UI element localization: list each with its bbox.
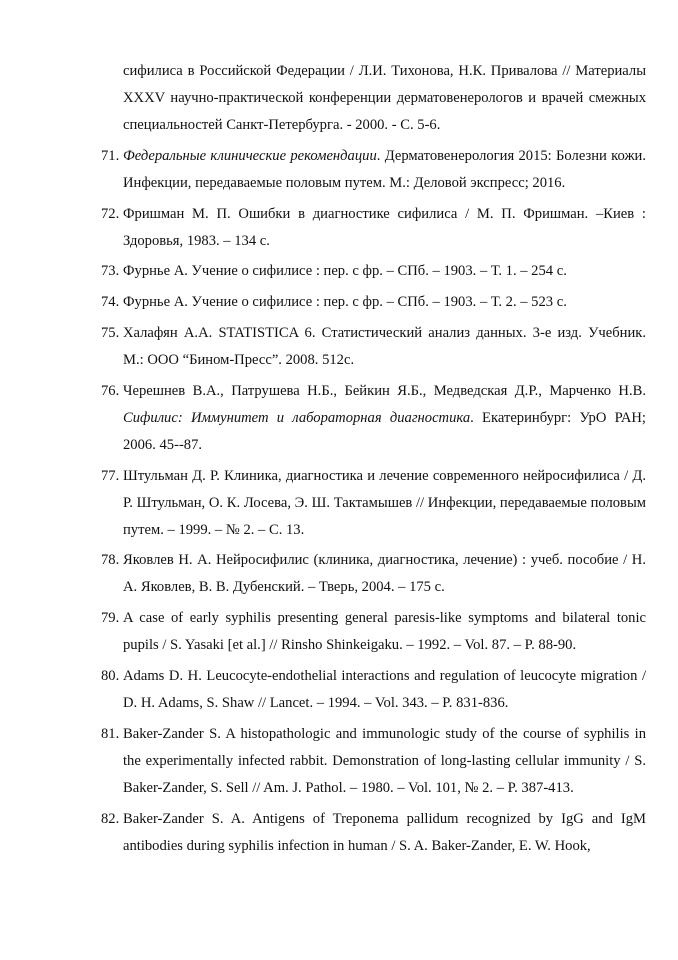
reference-number: 72.	[101, 205, 120, 222]
reference-item	[101, 806, 646, 860]
reference-text: A case of early syphilis presenting general paresis-like symptoms and bilateral tonic pupils / S. Yasaki [et al.] // Rinsho Shinkeigaku. – 1992. – Vol. 87. – P. 88-90.	[123, 610, 646, 654]
reference-text: Baker-Zander S. A. Antigens of Treponema pallidum recognized by IgG and IgM antibodies during syphilis infection in human / S. A. Baker-Zander, E. W. Hook,	[123, 810, 646, 854]
reference-item	[101, 663, 646, 717]
reference-title-italic: Сифилис: Иммунитет и лабораторная диагностика	[123, 409, 471, 426]
reference-text: Яковлев Н. А. Нейросифилис (клиника, диагностика, лечение) : учеб. пособие / Н. А. Яковлев, В. В. Дубенский. – Тверь, 2004. – 175 с.	[123, 552, 646, 596]
reference-number: 75.	[101, 324, 120, 341]
reference-text: Фурнье А. Учение о сифилисе : пер. с фр. – СПб. – 1903. – Т. 1. – 254 с.	[123, 263, 567, 280]
reference-item	[101, 547, 646, 601]
reference-number: 71.	[101, 147, 120, 164]
reference-number: 74.	[101, 294, 120, 311]
reference-item	[101, 378, 646, 459]
reference-item	[101, 605, 646, 659]
reference-text: . Екатеринбург: УрО РАН; 2006. 45--87.	[123, 409, 646, 453]
reference-number: 78.	[101, 552, 120, 569]
reference-item	[101, 721, 646, 802]
reference-text: сифилиса в Российской Федерации / Л.И. Тихонова, Н.К. Привалова // Материалы XXXV научно-практической конференции дерматовенерологов и врачей смежных специальностей Санкт-Петербурга. - 2000. - С. 5-6.	[123, 63, 646, 133]
reference-number: 81.	[101, 725, 120, 742]
reference-number: 79.	[101, 610, 120, 627]
reference-number: 77.	[101, 467, 120, 484]
reference-text: Baker-Zander S. A histopathologic and immunologic study of the course of syphilis in the experimentally infected rabbit. Demonstration of long-lasting cellular immunity / S. Baker-Zander, S. Sell // Am. J. Pathol. – 1980. – Vol. 101, № 2. – P. 387-413.	[123, 725, 646, 796]
reference-number: 80.	[101, 667, 120, 684]
reference-item	[101, 201, 646, 255]
reference-item	[101, 320, 646, 374]
reference-text: Adams D. H. Leucocyte-endothelial interactions and regulation of leucocyte migration / D. H. Adams, S. Shaw // Lancet. – 1994. – Vol. 343. – P. 831-836.	[123, 667, 646, 711]
reference-text: Черешнев В.А., Патрушева Н.Б., Бейкин Я.Б., Медведская Д.Р., Марченко Н.В.	[123, 382, 646, 399]
reference-number: 82.	[101, 810, 120, 827]
reference-text: Фурнье А. Учение о сифилисе : пер. с фр. – СПб. – 1903. – Т. 2. – 523 с.	[123, 294, 567, 311]
reference-continuation	[101, 58, 646, 139]
reference-item	[101, 463, 646, 544]
reference-item	[101, 143, 646, 197]
reference-text: Штульман Д. Р. Клиника, диагностика и лечение современного нейросифилиса / Д. Р. Штульман, О. К. Лосева, Э. Ш. Тактамышев // Инфекции, передаваемые половым путем. – 1999. – № 2. – С. 13.	[123, 467, 646, 538]
reference-item	[101, 289, 646, 316]
reference-text: . Дерматовенерология 2015: Болезни кожи. Инфекции, передаваемые половым путем. М.: Деловой экспресс; 2016.	[123, 147, 646, 191]
reference-number: 73.	[101, 263, 120, 280]
reference-number: 76.	[101, 382, 120, 399]
reference-text: Фришман М. П. Ошибки в диагностике сифилиса / М. П. Фришман. –Киев : Здоровья, 1983. – 134 с.	[123, 205, 646, 249]
reference-item	[101, 258, 646, 285]
reference-text: Халафян А.А. STATISTICA 6. Статистический анализ данных. 3-е изд. Учебник. М.: ООО “Бином-Пресс”. 2008. 512с.	[123, 324, 646, 368]
reference-list	[101, 58, 646, 863]
reference-title-italic: Федеральные клинические рекомендации	[123, 147, 377, 164]
